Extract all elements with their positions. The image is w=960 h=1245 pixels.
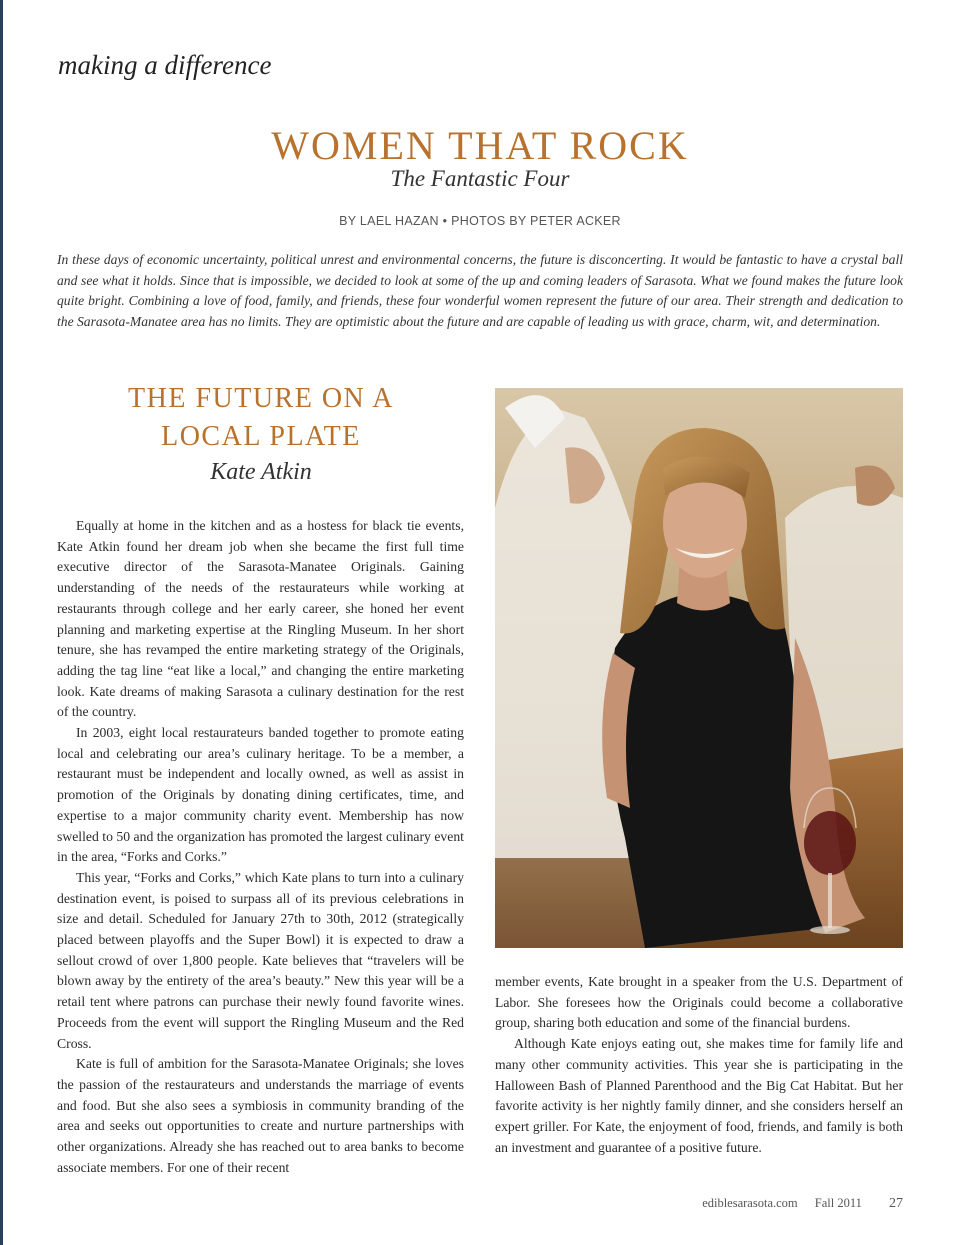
- page-number: 27: [889, 1196, 903, 1211]
- section-heading-line-2: LOCAL PLATE: [161, 421, 361, 452]
- body-column-right: [495, 972, 903, 1158]
- intro-paragraph: In these days of economic uncertainty, political unrest and environmental concerns, the future is disconcerting. It would be fantastic to have a crystal ball and see what it holds. Since that is impossible, we decided to look at some of the up and coming leaders of Sarasota. What we found makes the future look quite bright. Combining a love of food, family, and friends, these four wonderful women represent the future of our area. Their strength and dedication to the Sarasota-Manatee area has no limits. They are optimistic about the future and are capable of leading us with grace, charm, wit, and determination.: [57, 252, 903, 329]
- footer-site: ediblesarasota.com: [702, 1196, 798, 1210]
- footer-issue: Fall 2011: [814, 1196, 862, 1210]
- body-paragraph: member events, Kate brought in a speaker from the U.S. Department of Labor. She foresees how the Originals could become a collaborative group, sharing both education and some of the financial burdens.: [495, 974, 903, 1031]
- body-paragraph: In 2003, eight local restaurateurs banded together to promote eating local and celebrating our area’s culinary heritage. To be a member, a restaurant must be independent and locally owned, as well as assist in promotion of the Originals by donating dining certificates, time, and expertise to a major community charity event. Membership has now swelled to 50 and the organization has promoted the largest culinary event in the area, “Forks and Corks.”: [57, 725, 464, 865]
- portrait-photo: [495, 388, 903, 948]
- section-heading: [58, 380, 464, 456]
- subtitle: The Fantastic Four: [390, 166, 570, 191]
- portrait-illustration: [495, 388, 903, 948]
- body-paragraph: This year, “Forks and Corks,” which Kate plans to turn into a culinary destination event, is poised to surpass all of its previous celebrations in size and detail. Scheduled for January 27th to 30th, 2012 (strategically placed between playoffs and the Super Bowl) it is expected to draw a sellout crowd of over 1,800 people. Kate believes that “travelers will be blown away by the entirety of the area’s beauty.” New this year will be a retail tent where patrons can purchase their newly found favorite wines. Proceeds from the event will support the Ringling Museum and the Red Cross.: [57, 869, 464, 1051]
- body-paragraph: Although Kate enjoys eating out, she makes time for family life and many other community activities. This year she is participating in the Halloween Bash of Planned Parenthood and the Big Cat Habitat. But her favorite activity is her nightly family dinner, and she considers herself an expert griller. For Kate, the enjoyment of food, friends, and family is both an investment and guarantee of a positive future.: [495, 1036, 903, 1155]
- profile-name: Kate Atkin: [210, 459, 312, 485]
- headline: WOMEN THAT ROCK: [271, 123, 689, 168]
- body-paragraph: Kate is full of ambition for the Sarasota-Manatee Originals; she loves the passion of the restaurateurs and understands the marriage of events and food. But she also sees a symbiosis in community branding of the area and seeks out opportunities to create and nurture partnerships with other organizations. Already she has reached out to area banks to become associate members. For one of their recent: [57, 1056, 464, 1175]
- section-heading-line-1: THE FUTURE ON A: [128, 383, 394, 414]
- body-paragraph: Equally at home in the kitchen and as a hostess for black tie events, Kate Atkin found her dream job when she became the first full time executive director of the Sarasota-Manatee Originals. Gaining understanding of the needs of the restaurateurs while working at restaurants through college and her early career, she honed her event planning and marketing expertise at the Ringling Museum. In her short tenure, she has revamped the entire marketing strategy of the Originals, adding the tag line “eat like a local,” and changing the entire marketing look. Kate dreams of making Sarasota a culinary destination for the rest of the country.: [57, 518, 464, 720]
- byline: BY LAEL HAZAN • PHOTOS BY PETER ACKER: [339, 214, 621, 228]
- body-column-left: [57, 516, 464, 1179]
- page-footer: [0, 1196, 903, 1212]
- section-kicker: making a difference: [58, 50, 272, 80]
